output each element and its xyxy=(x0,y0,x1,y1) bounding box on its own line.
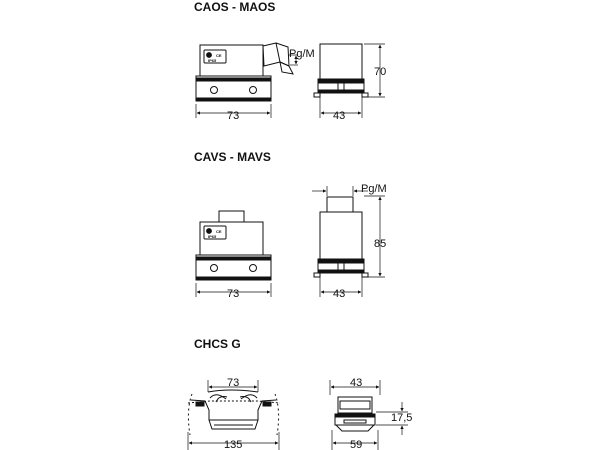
chcs-height-label: 17,5 xyxy=(391,412,413,424)
caos-height-label: 70 xyxy=(374,66,387,78)
cavs-height-label: 85 xyxy=(374,238,387,250)
caos-cable-label: Pg/M xyxy=(289,48,315,60)
section-title-caos-maos: CAOS - MAOS xyxy=(194,0,276,14)
section-title-chcs-g: CHCS G xyxy=(194,337,241,351)
cavs-side-view xyxy=(314,197,368,277)
chcs-overall-depth-label: 59 xyxy=(350,439,363,450)
cavs-depth-label: 43 xyxy=(333,288,346,300)
chcs-top-depth-label: 43 xyxy=(350,377,363,389)
ce-mark-2: CE xyxy=(216,229,222,234)
cavs-width-label: 73 xyxy=(227,288,240,300)
caos-side-view xyxy=(314,44,368,97)
chcs-top-width-label: 73 xyxy=(227,377,240,389)
chcs-overall-width-label: 135 xyxy=(224,439,243,450)
ip-mark-2: IP65 xyxy=(208,234,217,239)
caos-width-label: 73 xyxy=(227,110,240,122)
cavs-front-view xyxy=(196,211,271,280)
ip-mark: IP65 xyxy=(208,58,217,63)
cavs-cable-label: Pg/M xyxy=(361,183,387,195)
section-title-cavs-mavs: CAVS - MAVS xyxy=(194,150,271,164)
ce-mark: CE xyxy=(216,53,222,58)
chcs-front-view xyxy=(188,390,280,435)
chcs-side-view xyxy=(335,397,375,431)
caos-depth-label: 43 xyxy=(333,110,346,122)
caos-front-view xyxy=(196,43,293,101)
